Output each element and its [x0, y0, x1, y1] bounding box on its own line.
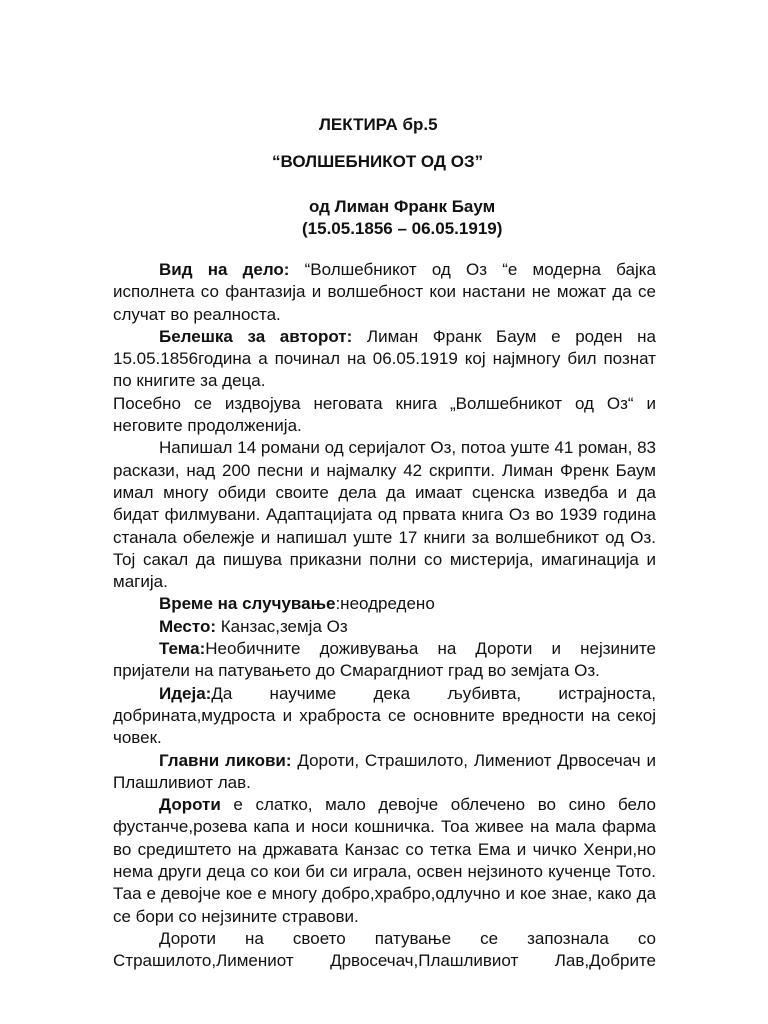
place-label: Место:	[159, 616, 216, 636]
document-body	[113, 259, 656, 973]
characters-label: Главни ликови:	[159, 750, 292, 770]
place-paragraph	[113, 616, 656, 638]
idea-text: Да научиме дека љубивта, истрајноста, добрината,мудроста и храброста се основните вредности на секој човек.	[113, 683, 656, 748]
works-paragraph: Напишал 14 романи од серијалот Оз, потоа уште 41 роман, 83 раскази, над 200 песни и најмалку 42 скрипти. Лиман Френк Баум имал многу обиди своите дела да имаат сценска изведба и да бидат филмувани. Адаптацијата од првата книга Оз во 1939 година станала обележје и напишал уште 17 книги за волшебникот од Оз. Тој сакал да пишува приказни полни со мистерија, имагинација и магија.	[113, 438, 656, 592]
place-text: Канзас,земја Оз	[216, 616, 348, 636]
genre-text: “Волшебникот од Оз “е модерна бајка исполнета со фантазија и волшебност кои настани не можат да се случат во реалноста.	[113, 260, 656, 324]
dorothy-paragraph	[113, 794, 656, 928]
time-label: Време на случување	[159, 594, 336, 614]
document-title: ЛЕКТИРА бр.5	[319, 115, 438, 134]
genre-label: Вид на дело:	[159, 260, 290, 279]
journey-paragraph: Дороти на своето патување се запознала со Страшилото,Лимениот Дрвосечач,Плашливиот Лав,Добрите	[113, 928, 656, 971]
theme-text: Необичните доживувања на Дороти и нејзините пријатели на патувањето до Смарагдниот град во земјата Оз.	[113, 639, 656, 681]
theme-paragraph	[113, 638, 656, 683]
idea-label: Идеја:	[159, 683, 212, 703]
theme-label: Тема:	[159, 639, 206, 659]
time-text: :неодредено	[335, 594, 435, 614]
known-for-paragraph: Посебно се издвојува неговата книга „Волшебникот од Оз“ и неговите продолженија.	[113, 393, 656, 436]
author-line: од Лиман Франк Баум	[309, 197, 496, 216]
idea-paragraph	[113, 683, 656, 750]
characters-text: Дороти, Страшилото, Лимениот Дрвосечач и Плашливиот лав.	[113, 750, 656, 792]
author-dates: (15.05.1856 – 06.05.1919)	[302, 219, 503, 238]
genre-paragraph	[113, 259, 656, 326]
book-title: “ВОЛШЕБНИКОТ ОД ОЗ”	[272, 152, 484, 171]
characters-paragraph	[113, 750, 656, 795]
author-note-label: Белешка за авторот:	[159, 326, 353, 346]
dorothy-label: Дороти	[159, 795, 221, 815]
author-note-text: Лиман Франк Баум е роден на 15.05.1856година а починал на 06.05.1919 кој најмногу бил познат по книгите за деца.	[113, 326, 656, 391]
author-note-paragraph	[113, 326, 656, 393]
dorothy-text: е слатко, мало девојче облечено во сино бело фустанче,розева капа и носи кошничка. Тоа живее на мала фарма во средиштето на државата Канзас со тетка Ема и чичко Хенри,но нема други деца со кои би си играла, освен нејзиното кученце Тото. Таа е девојче кое е многу добро,храбро,одлучно и кое знае, како да се бори со нејзините стравови.	[113, 795, 656, 926]
time-paragraph	[113, 593, 656, 615]
